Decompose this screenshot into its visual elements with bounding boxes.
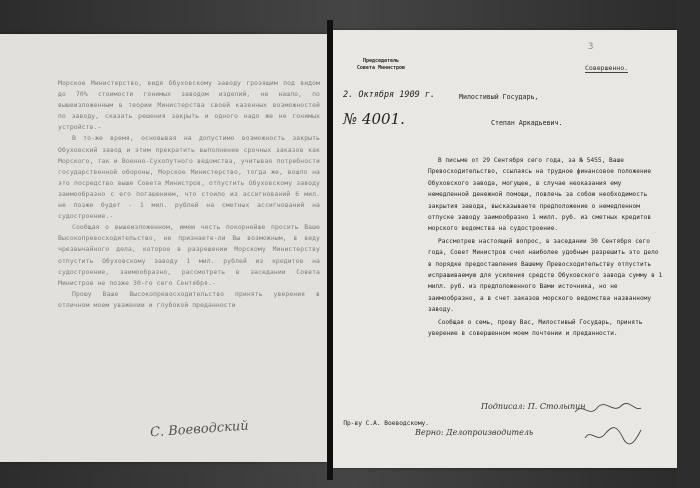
body-paragraph: Рассмотрев настоящий вопрос, в заседании 30 Сентября сего года, Совет Министров счел наиболее удобным разрешить это дело в порядке предоставления Вашему Превосходительству отпустить испрашиваемую для усиления средств Обуховского завода сумму в 1 милл. руб. из предположенного Вами источника, но не заимообразно, а в счет заказов морского ведомства названному заводу. [428,237,663,314]
verified-label: Верно: Делопроизводитель [415,428,534,437]
corner-mark: 3 [588,42,594,52]
salutation: Милостивый Государь, [459,93,539,101]
left-paragraph: Морское Министерство, видя Обуховскому заводу грозящим под видом до 70% стоимости гонимых заводом изделий, не нашло, по вышеизложенным в теории Министерства своей казенных возможностей по заводу, сказать решения закрыть и одного надо же не гонимых устройств.- [58,79,320,132]
left-paragraph: В то-же время, основывая на допустимо возможность закрыть Обуховский завод и этим прекратить выполнение срочных заказов как Морского, так и Военно-Сухопутного ведомства, учитывая потребности государственной обороны, Морское Министерство, тогда же, вошло на это посредство выше Совета Министров, отпустить Обуховскому заводу заимообразно с его погашением, что стоило из ассигнований 6 мил. не позже будет - 1 мил. рублей на сметных ассигнований на судостроение.- [58,134,320,221]
addressee-block: Пр-ву С.А. Воеводскому. [343,420,429,427]
body-paragraph: Сообщая о семь, прошу Вас, Милостивый Государь, принять уверение в совершенном моем почтении и преданности. [428,318,643,338]
letter-date: 2. Октября 1909 г. [343,90,436,100]
right-page [333,30,677,468]
letter-body [428,155,664,340]
left-paragraph: Сообщая о вышеизложенном, имею честь покорнейше просить Ваше Высокопревосходительство, не признаете-ли Вы возможным, в виду чрезвычайного дела, которое в разрешении Морскому Министерству отпустить Обуховскому заводу 1 мил. рублей из кредитов на судостроение, заимообразно, рассмотреть в заседании Совета Министров не позже 30-го сего Сентября.- [58,223,320,287]
letterhead-prefix: Председатель [362,58,400,64]
left-page [0,34,327,462]
addressee-name: Степан Аркадьевич. [491,119,563,127]
signed-label: Подписал: П. Столыпин [481,402,586,411]
left-page-text [58,78,320,311]
verifier-signature-scribble [583,424,643,448]
classification-mark: Совершенно. [585,64,629,72]
body-paragraph: В письме от 29 Сентября сего года, за № 5455, Ваше Превосходительство, ссылаясь на трудное финансовое положение Обуховского завода, могущее, в случае неоказания ему немедленной денежной помощи, повлечь за собою необходимость закрытия завода, высказываете предположение о немедленном отпуске заводу заимообразно 1 милл. руб. из сметных кредитов морского ведомства на судостроение. [428,157,652,233]
scan-edge [677,0,700,488]
left-paragraph: Прошу Ваше Высокопревосходительство принять уверения в отличном моем уважении и глубокой преданности [58,289,320,309]
signature-scribble [573,400,643,420]
letterhead-org: Совета Министров [356,64,406,71]
left-signature: С. Воеводский [149,418,250,441]
letterhead [343,58,419,71]
letter-number: № 4001. [343,110,405,128]
